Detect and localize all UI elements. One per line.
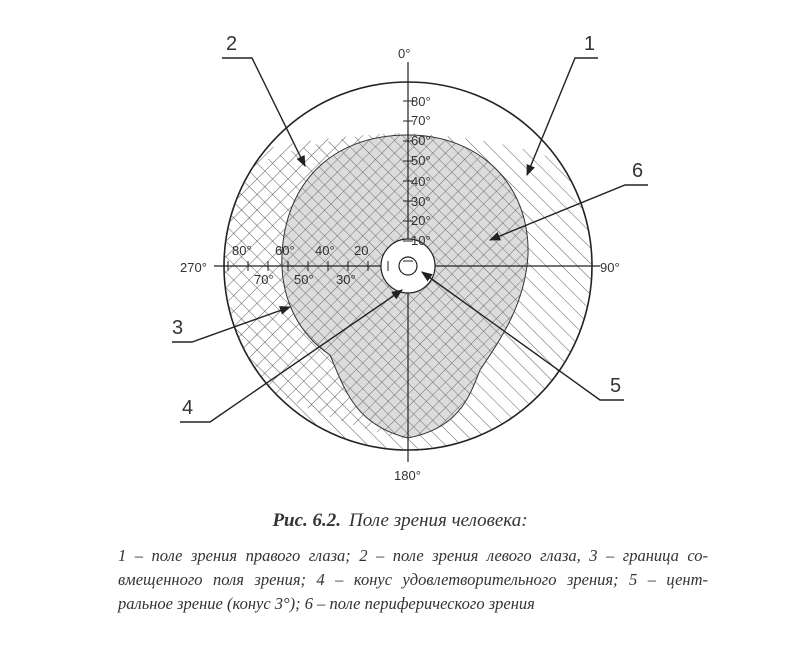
h-scale-upper-label: 20 (354, 243, 369, 258)
v-scale-label: 50° (411, 153, 431, 168)
callout-4-label: 4 (182, 397, 194, 419)
callout-6-label: 6 (632, 160, 644, 182)
v-scale-label: 60° (411, 133, 431, 148)
h-scale-lower-label: 30° (336, 272, 356, 287)
figure-caption-title (0, 510, 800, 532)
figure-legend (118, 544, 708, 616)
h-scale-upper-label: 60° (275, 243, 295, 258)
figure-number: Рис. 6.2. (272, 510, 342, 531)
v-scale-label: 80° (411, 94, 431, 109)
v-scale-label: 10° (411, 233, 431, 248)
angle-left-label: 270° (180, 260, 207, 275)
h-scale-lower-label: 50° (294, 272, 314, 287)
callout-2-label: 2 (226, 33, 238, 55)
h-scale-upper-label: 40° (315, 243, 335, 258)
h-scale-lower-label: 70° (254, 272, 274, 287)
figure-title: Поле зрения человека: (349, 510, 528, 531)
angle-right-label: 90° (600, 260, 620, 275)
v-scale-label: 20° (411, 213, 431, 228)
callout-5-label: 5 (610, 375, 622, 397)
v-scale-label: 30° (411, 194, 431, 209)
v-scale-label: 70° (411, 113, 431, 128)
central-vision-cone (399, 257, 417, 275)
callout-3-label: 3 (172, 317, 184, 339)
legend-line: ральное зрение (конус 3°); 6 – поле периферического зрения (118, 594, 535, 613)
callout-1-label: 1 (584, 33, 596, 55)
angle-bottom-label: 180° (394, 468, 421, 483)
h-scale-upper-label: 80° (232, 243, 252, 258)
legend-line: 1 – поле зрения правого глаза; 2 – поле зрения левого глаза, 3 – граница со- (118, 546, 708, 565)
legend-line: вмещенного поля зрения; 4 – конус удовлетворительного зрения; 5 – цент- (118, 570, 708, 589)
angle-top-label: 0° (398, 46, 411, 61)
v-scale-label: 40° (411, 174, 431, 189)
